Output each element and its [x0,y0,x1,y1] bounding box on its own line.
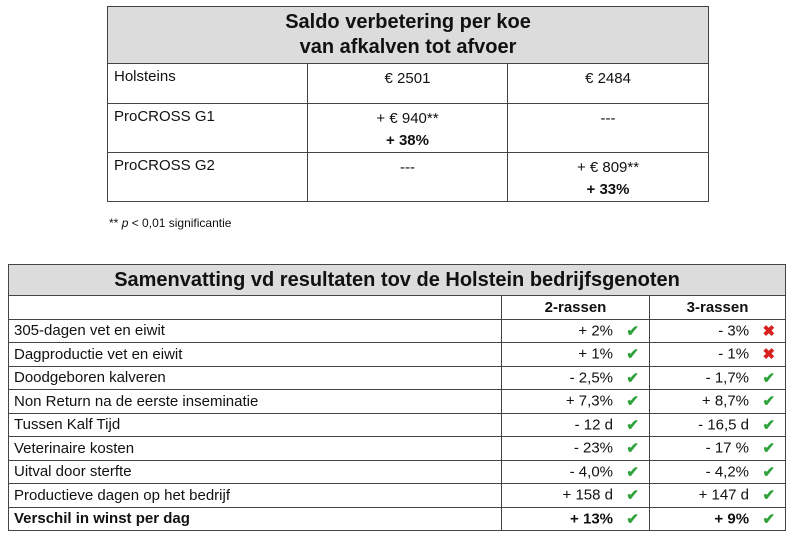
check-icon: ✔ [762,416,776,434]
check-icon: ✔ [762,393,776,411]
row-label: Productieve dagen op het bedrijf [9,484,502,508]
value: - 1% [718,345,750,363]
value: - 16,5 d [698,416,750,434]
cross-icon: ✖ [762,346,776,364]
footnote-p: p [121,216,129,230]
value-cell [502,366,650,390]
value: € 2501 [384,70,431,87]
value-cell [308,64,508,104]
check-icon: ✔ [762,463,776,481]
saldo-table [107,6,709,202]
table-row [108,64,709,104]
check-icon: ✔ [762,487,776,505]
table-row [9,413,786,437]
saldo-title-line2: van afkalven tot afvoer [299,36,517,58]
summary-table-title: Samenvatting vd resultaten tov de Holstein bedrijfsgenoten [9,265,786,296]
row-label: Veterinaire kosten [9,437,502,461]
value-cell [508,104,709,153]
cross-icon: ✖ [762,322,776,340]
value: + € 809** [576,159,640,176]
check-icon: ✔ [626,440,639,458]
row-label: Uitval door sterfte [9,460,502,484]
check-icon: ✔ [626,416,639,434]
value-cell [650,413,786,437]
row-label: Holsteins [108,64,308,104]
table-row [9,484,786,508]
table-row [9,460,786,484]
value-cell [650,390,786,414]
value-cell [502,413,650,437]
value: - 23% [573,439,613,457]
value-cell [650,366,786,390]
row-label: Doodgeboren kalveren [9,366,502,390]
row-label: Verschil in winst per dag [9,507,502,531]
value: + 9% [714,510,750,528]
value-cell [502,484,650,508]
percent-value: + 38% [386,132,429,149]
footnote [109,216,231,230]
value-cell [508,64,709,104]
value-cell [650,319,786,343]
row-label: Dagproductie vet en eiwit [9,343,502,367]
value: + 147 d [698,486,750,504]
summary-table [8,264,786,531]
value: --- [600,110,616,127]
value-cell [650,507,786,531]
check-icon: ✔ [762,369,776,387]
check-icon: ✔ [626,346,639,364]
value: - 4,2% [705,463,750,481]
value: - 17 % [705,439,750,457]
empty-header-cell [9,296,502,320]
table-row [9,366,786,390]
row-label: 305-dagen vet en eiwit [9,319,502,343]
percent-value: + 33% [586,181,630,198]
value: - 3% [718,322,750,340]
table-row [9,507,786,531]
value-cell [508,153,709,202]
check-icon: ✔ [626,322,639,340]
value-cell [502,507,650,531]
table-row [9,437,786,461]
table-row [108,153,709,202]
value-cell [650,343,786,367]
value: - 12 d [574,416,613,434]
value-cell [502,437,650,461]
footnote-stars: ** [109,216,119,230]
check-icon: ✔ [762,440,776,458]
saldo-title-line1: Saldo verbetering per koe [285,11,531,33]
check-icon: ✔ [626,463,639,481]
table-row [9,343,786,367]
value-cell [650,484,786,508]
value: + 158 d [562,486,613,504]
check-icon: ✔ [626,510,639,528]
table-row [9,319,786,343]
value: - 4,0% [569,463,613,481]
row-label: Tussen Kalf Tijd [9,413,502,437]
check-icon: ✔ [626,487,639,505]
row-label: ProCROSS G1 [108,104,308,153]
row-label: ProCROSS G2 [108,153,308,202]
check-icon: ✔ [626,369,639,387]
table-row [9,390,786,414]
value-cell [308,104,508,153]
value: - 1,7% [705,369,750,387]
value-cell [502,343,650,367]
column-header-2-rassen: 2-rassen [502,296,650,320]
value-cell [502,460,650,484]
value: --- [400,159,415,176]
value-cell [502,390,650,414]
check-icon: ✔ [626,393,639,411]
value: + 13% [570,510,613,528]
value-cell [502,319,650,343]
saldo-table-title [108,7,709,64]
value: € 2484 [585,70,631,87]
value-cell [650,460,786,484]
value: + 7,3% [565,392,613,410]
footnote-text: < 0,01 significantie [131,216,232,230]
column-header-3-rassen: 3-rassen [650,296,786,320]
value-cell [308,153,508,202]
row-label: Non Return na de eerste inseminatie [9,390,502,414]
table-row [108,104,709,153]
check-icon: ✔ [762,510,776,528]
value: + 1% [578,345,613,363]
value: + 2% [578,322,613,340]
value: + € 940** [376,110,439,127]
value-cell [650,437,786,461]
value: + 8,7% [701,392,750,410]
value: - 2,5% [569,369,613,387]
